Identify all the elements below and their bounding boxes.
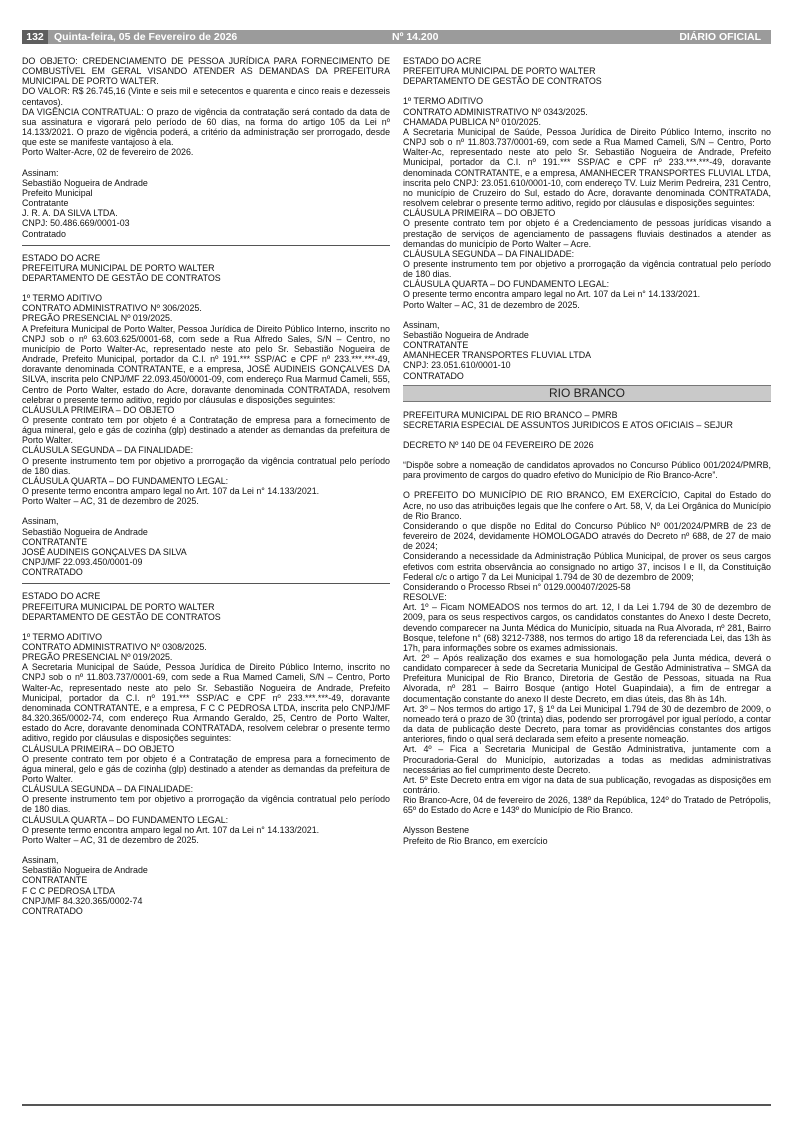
text-line: Art. 2º – Após realização dos exames e sua homologação pela Junta médica, deverá o candidato comparecer à sede da Secretaria Municipal de Gestão Administrativa – SMGA da Prefeitura Municipal de Rio Branco, Diretoria de Gestão de Pessoas, situada na Rua Alvorada, nº 281 – Bairro Bosque (antigo Hotel Guapindaia), a fim de entregar a documentação constante do anexo II deste Decreto, em dias úteis, das 8h às 14h. (403, 652, 771, 704)
block-306-body (22, 293, 390, 506)
page-header (22, 30, 771, 44)
decree-signature (403, 825, 771, 845)
left-column (22, 56, 390, 916)
text-line: DO VALOR: R$ 26.745,16 (Vinte e seis mil e setecentos e quarenta e cinco reais e dezesseis centavos). (22, 86, 390, 107)
text-line: RESOLVE: (403, 592, 447, 603)
rio-branco-heading (403, 410, 771, 430)
text-line: CONTRATO ADMINISTRATIVO Nº 0343/2025. (403, 106, 588, 117)
text-line: DA VIGÊNCIA CONTRATUAL: O prazo de vigência da contratação será contado da data de sua assinatura e vigorará pelo período de 60 dias, na forma do artigo 105 da Lei nº 14.133/2021. O prazo de vigência poderá, a critério da administração ser prorrogado, desde que este se manifeste vantajoso à ela. (22, 106, 390, 148)
text-line: Considerando o que dispõe no Edital do Concurso Público Nº 001/2024/PMRB de 23 de fevereiro de 2024, devidamente HOMOLOGADO através do Decreto nº 688, de 27 de maio de 2024; (403, 520, 771, 552)
section-title-rio-branco: RIO BRANCO (403, 385, 771, 402)
text-line: O presente instrumento tem por objetivo a prorrogação da vigência contratual pelo período de 180 dias. (403, 258, 771, 280)
text-line: O presente instrumento tem por objetivo a prorrogação da vigência contratual pelo período de 180 dias. (22, 455, 390, 476)
text-line: O presente contrato tem por objeto é a Credenciamento de pessoas jurídicas visando a prestação de serviços de agenciamento de passagens fluviais destinados a atender as demandas do município de Porto Walter – Acre. (403, 218, 771, 249)
text-line: CONTRATO ADMINISTRATIVO Nº 0308/2025. (22, 641, 207, 652)
text-line: Alysson Bestene (403, 825, 470, 836)
text-line: O presente termo encontra amparo legal no Art. 107 da Lei n° 14.133/2021. (403, 289, 701, 300)
block-0308-body (22, 632, 390, 845)
text-line: CLÁUSULA QUARTA – DO FUNDAMENTO LEGAL: (22, 814, 229, 825)
text-line: CLÁUSULA QUARTA – DO FUNDAMENTO LEGAL: (22, 475, 229, 486)
text-line: O presente contrato tem por objeto é a Contratação de empresa para a fornecimento de água mineral, gelo e gás de cozinha (glp) destinado a atender as demandas da prefeitura de Porto Walter. (22, 753, 390, 784)
text-line: Art. 4º – Fica a Secretaria Municipal de Gestão Administrativa, juntamente com a Procuradoria-Geral do Município, autorizadas a todas as medidas administrativas necessárias ao fiel cumprimento deste Decreto. (403, 744, 771, 775)
text-line: CNPJ: 50.486.669/0001-03 (22, 218, 130, 229)
text-line: CLÁUSULA QUARTA – DO FUNDAMENTO LEGAL: (403, 279, 610, 290)
text-line: Porto Walter – AC, 31 de dezembro de 2025. (22, 834, 199, 845)
text-line: PREFEITURA MUNICIPAL DE PORTO WALTER (22, 262, 215, 273)
text-line: Rio Branco-Acre, 04 de fevereiro de 2026, 138º da República, 124º do Tratado de Petrópolis, 65º do Estado do Acre e 143º do Município de Rio Branco. (403, 795, 771, 816)
text-line: Art. 1º – Ficam NOMEADOS nos termos do art. 12, I da Lei 1.794 de 30 de dezembro de 2009, para os seus respectivos cargos, os candidatos constantes do Anexo I deste Decreto, devendo comparecer na Junta Médica do Município, situada na Rua Alvorada, nº 281, Bairro Bosque, telefone n° (68) 3212-7388, nos termos do artigo 18 da referenciada Lei, das 13h às 17h, para informações sobre os exames admissionais. (403, 602, 771, 653)
text-line: CLÁUSULA PRIMEIRA – DO OBJETO (403, 208, 556, 219)
block-0343-heading (403, 56, 771, 86)
text-line: Prefeito de Rio Branco, em exercício (403, 835, 548, 846)
text-line: Assinam: (22, 167, 59, 178)
issue-date: Quinta-feira, 05 de Fevereiro de 2026 (54, 31, 238, 43)
text-line: A Secretaria Municipal de Saúde, Pessoa Jurídica de Direito Público Interno, inscrito no CNPJ sob o nº 11.803.737/0001-69, com sede a Rua Mamed Cameli, S/N – Centro, Porto Walter-Ac, representado neste ato pelo Sr. Sebastião Nogueira de Andrade, Prefeito Municipal, portador da C.I. nº 191.*** SSP/AC e CPF nº 233.***.***-49, doravante denominada CONTRATANTE, e a empresa, AMANHECER TRANSPORTES FLUVIAL LTDA, inscrita pelo CNPJ: 23.051.610/0001-10, com endereço TV. Luiz Merim Pedreira, 231 Centro, no município de Cruzeiro do Sul, estado do Acre, doravante denominada CONTRATADA, resolvem celebrar o presente termo aditivo, regido por cláusulas e disposições seguintes: (403, 126, 771, 209)
text-line: Porto Walter – AC, 31 de dezembro de 2025. (22, 496, 199, 507)
text-line: Porto Walter – AC, 31 de dezembro de 2025. (403, 299, 580, 310)
text-line: AMANHECER TRANSPORTES FLUVIAL LTDA (403, 350, 592, 361)
footer-rule (22, 1104, 771, 1106)
text-line: J. R. A. DA SILVA LTDA. (22, 208, 118, 219)
text-line: ESTADO DO ACRE (22, 252, 101, 263)
text-line: ESTADO DO ACRE (22, 591, 101, 602)
right-column (403, 56, 771, 846)
text-line: CONTRATADO (22, 567, 83, 578)
block-fuel-signatures (22, 168, 390, 239)
block-0308-signatures (22, 855, 390, 916)
text-line: CONTRATADO (403, 370, 464, 381)
text-line: 1º TERMO ADITIVO (22, 631, 103, 642)
text-line: DO OBJETO: CREDENCIAMENTO DE PESSOA JURÍDICA PARA FORNECIMENTO DE COMBUSTÍVEL EM GERAL VISANDO ATENDER AS DEMANDAS DA PREFEITURA MUNICIPAL DE PORTO WALTER. (22, 56, 390, 87)
text-line: CHAMADA PUBLICA Nº 010/2025. (403, 116, 541, 127)
text-line: O presente termo encontra amparo legal no Art. 107 da Lei n° 14.133/2021. (22, 824, 320, 835)
text-line: CLÁUSULA SEGUNDA – DA FINALIDADE: (22, 784, 194, 795)
text-line: Sebastião Nogueira de Andrade (403, 329, 529, 340)
block-0308-heading (22, 591, 390, 621)
text-line: CNPJ: 23.051.610/0001-10 (403, 360, 511, 371)
text-line: SECRETARIA ESPECIAL DE ASSUNTOS JURIDICOS E ATOS OFICIAIS – SEJUR (403, 419, 733, 430)
text-line: CNPJ/MF 22.093.450/0001-09 (22, 557, 143, 568)
text-line: O presente instrumento tem por objetivo a prorrogação da vigência contratual pelo período de 180 dias. (22, 794, 390, 815)
text-line: Prefeito Municipal (22, 187, 93, 198)
text-line: O presente contrato tem por objeto é a Contratação de empresa para a fornecimento de água mineral, gelo e gás de cozinha (glp) destinado a atender as demandas da prefeitura de Porto Walter. (22, 415, 390, 446)
text-line: CLÁUSULA PRIMEIRA – DO OBJETO (22, 404, 175, 415)
text-line: Assinam, (403, 319, 440, 330)
text-line: Considerando o Processo Rbsei n° 0129.000407/2025-58 (403, 581, 631, 592)
block-fuel-contract (22, 56, 390, 158)
text-line: ESTADO DO ACRE (403, 56, 482, 66)
text-line: CONTRATADO (22, 905, 83, 916)
text-line: 1º TERMO ADITIVO (22, 293, 103, 304)
text-line: PREFEITURA MUNICIPAL DE PORTO WALTER (22, 601, 215, 612)
gazette-title: DIÁRIO OFICIAL (679, 31, 761, 43)
block-306-heading (22, 253, 390, 283)
text-line: Considerando a necessidade da Administração Pública Municipal, de prover os seus cargos efetivos com estrita observância ao consignado no artigo 37, incisos I e II, da Constituição Federal c/c o artigo 7 da Lei Municipal 1.794 de 30 de dezembro de 2009; (403, 551, 771, 582)
text-line: JOSÉ AUDINEIS GONÇALVES DA SILVA (22, 546, 187, 557)
text-line: CONTRATANTE (22, 536, 88, 547)
text-line: CLÁUSULA PRIMEIRA – DO OBJETO (22, 743, 175, 754)
text-line: Sebastião Nogueira de Andrade (22, 177, 148, 188)
text-line: Contratante (22, 198, 69, 209)
page-number: 132 (22, 30, 48, 44)
text-line: CLÁUSULA SEGUNDA – DA FINALIDADE: (22, 445, 194, 456)
text-line: A Prefeitura Municipal de Porto Walter, Pessoa Jurídica de Direito Público Interno, inscrito no CNPJ sob o nº 63.603.625/0001-68, com sede a Rua Alfredo Sales, S/N – Centro, no município de Porto Walter-Ac, representado neste ato pelo Sr. Sebastião Nogueira de Andrade, Prefeito Municipal, portador da C.I. nº 191.*** SSP/AC e CPF nº 233.***.***-49, doravante denominada CONTRATANTE, e a empresa, JOSÉ AUDINEIS GONÇALVES DA SILVA, inscrita pelo CNPJ/MF 22.093.450/0001-09, com endereço Rua Marmud Cameli, 555, Centro de Porto Walter, estado do Acre, doravante denominada CONTRATADA, resolvem celebrar o presente termo aditivo, regido por cláusulas e disposições seguintes: (22, 323, 390, 405)
decree-title: DECRETO Nº 140 DE 04 FEVEREIRO DE 2026 (403, 440, 594, 450)
text-line: Sebastião Nogueira de Andrade (22, 865, 148, 876)
text-line: Assinam, (22, 516, 59, 527)
text-line: F C C PEDROSA LTDA (22, 885, 116, 896)
text-line: CLÁUSULA SEGUNDA – DA FINALIDADE: (403, 248, 575, 259)
block-0343-body (403, 96, 771, 309)
text-line: Art. 3º – Nos termos do artigo 17, § 1º da Lei Municipal 1.794 de 30 de dezembro de 2009, o nomeado terá o prazo de 30 (trinta) dias, podendo ser prorrogável por igual período, a contar da data de publicação deste Decreto, para tomar as providências constantes dos artigos anteriores, findo o qual será declarada sem efeito a presente nomeação. (403, 703, 771, 745)
text-line: Contratado (22, 228, 66, 239)
text-line: A Secretaria Municipal de Saúde, Pessoa Jurídica de Direito Público Interno, inscrito no CNPJ sob o nº 11.803.737/0001-69, com sede a Rua Mamed Cameli, S/N – Centro, Porto Walter-Ac, representado neste ato pelo Sr. Sebastião Nogueira de Andrade, Prefeito Municipal, portador da C.I. nº 191.*** SSP/AC e CPF nº 233.***.***-49, doravante denominada CONTRATANTE, e a empresa, F C C PEDROSA LTDA, inscrita pelo CNPJ/MF 84.320.365/0002-74, com endereço Rua Armando Geraldo, 25, Centro de Porto Walter, estado do Acre, doravante denominada CONTRATADA, resolvem celebrar o presente termo aditivo, regido por cláusulas e disposições seguintes: (22, 662, 390, 744)
text-line: CONTRATO ADMINISTRATIVO Nº 306/2025. (22, 303, 202, 314)
separator (22, 245, 390, 246)
text-line: Sebastião Nogueira de Andrade (22, 526, 148, 537)
text-line: PREFEITURA MUNICIPAL DE RIO BRANCO – PMRB (403, 409, 618, 420)
text-line: Assinam, (22, 855, 59, 866)
block-0343-signatures (403, 320, 771, 381)
text-line: Porto Walter-Acre, 02 de fevereiro de 2026. (22, 147, 194, 158)
text-line: PREGÃO PRESENCIAL Nº 019/2025. (22, 652, 173, 663)
issue-number: Nº 14.200 (392, 31, 439, 43)
text-line: CNPJ/MF 84.320.365/0002-74 (22, 895, 143, 906)
text-line: DEPARTAMENTO DE GESTÃO DE CONTRATOS (403, 76, 602, 87)
decree-body (403, 490, 771, 815)
text-line: CONTRATANTE (22, 875, 88, 886)
text-line: PREFEITURA MUNICIPAL DE PORTO WALTER (403, 66, 596, 77)
separator (22, 583, 390, 584)
block-306-signatures (22, 516, 390, 577)
text-line: DEPARTAMENTO DE GESTÃO DE CONTRATOS (22, 611, 221, 622)
text-line: DEPARTAMENTO DE GESTÃO DE CONTRATOS (22, 272, 221, 283)
text-line: CONTRATANTE (403, 340, 469, 351)
text-line: 1º TERMO ADITIVO (403, 96, 484, 107)
text-line: O PREFEITO DO MUNICÍPIO DE RIO BRANCO, EM EXERCÍCIO, Capital do Estado do Acre, no uso das atribuições legais que lhe confere o Art. 58, V, da Lei Orgânica do Município de Rio Branco. (403, 490, 771, 521)
text-line: Art. 5º Este Decreto entra em vigor na data de sua publicação, revogadas as disposições em contrário. (403, 774, 771, 795)
text-line: PREGÃO PRESENCIAL Nº 019/2025. (22, 313, 173, 324)
text-line: O presente termo encontra amparo legal no Art. 107 da Lei n° 14.133/2021. (22, 486, 320, 497)
decree-ementa: “Dispõe sobre a nomeação de candidatos aprovados no Concurso Público 001/2024/PMRB, para provimento de cargos do quadro efetivo do Município de Rio Branco-Acre”. (403, 460, 771, 481)
